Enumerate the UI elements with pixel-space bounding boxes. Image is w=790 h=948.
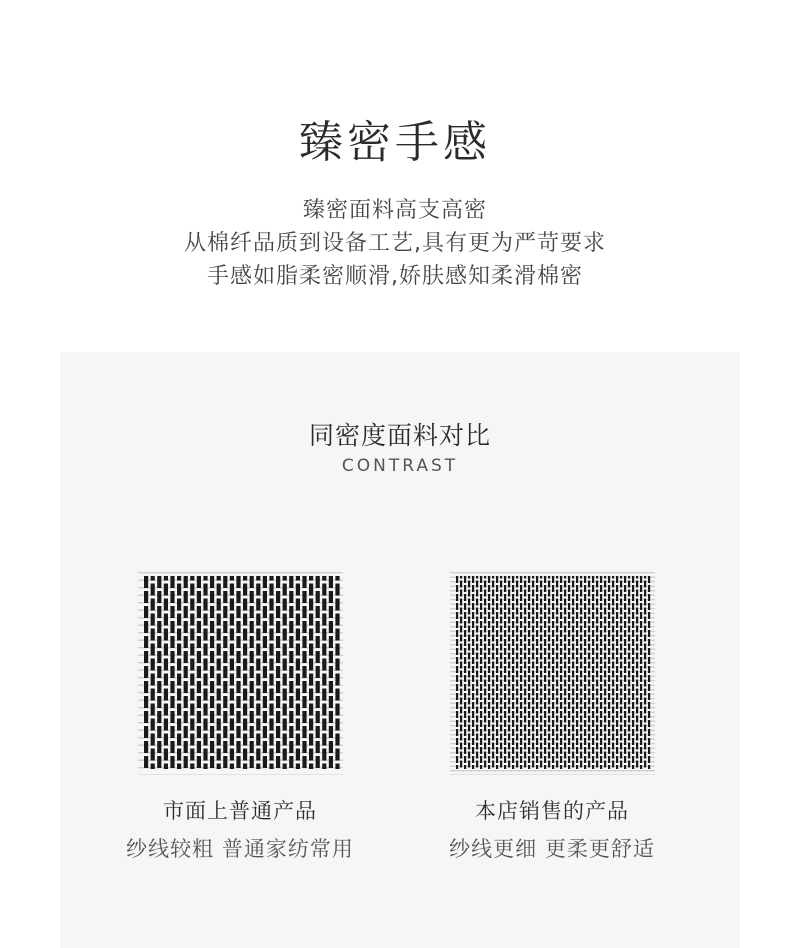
- item-name: 本店销售的产品: [475, 799, 629, 823]
- page-title: 臻密手感: [299, 117, 491, 168]
- description-line: 臻密面料高支高密: [302, 198, 487, 223]
- description: [0, 194, 790, 293]
- description-line: 手感如脂柔密顺滑,娇肤感知柔滑棉密: [207, 264, 583, 289]
- fine-weave-icon: [450, 570, 655, 775]
- comparison-subtitle: CONTRAST: [341, 456, 459, 476]
- item-note: 纱线更细 更柔更舒适: [449, 837, 655, 861]
- item-note: 纱线较粗 普通家纺常用: [126, 837, 354, 861]
- item-name: 市面上普通产品: [163, 799, 317, 823]
- coarse-weave-icon: [138, 570, 343, 775]
- comparison-panel: [60, 352, 740, 948]
- comparison-title: 同密度面料对比: [308, 421, 491, 450]
- description-line: 从棉纤品质到设备工艺,具有更为严苛要求: [184, 231, 606, 256]
